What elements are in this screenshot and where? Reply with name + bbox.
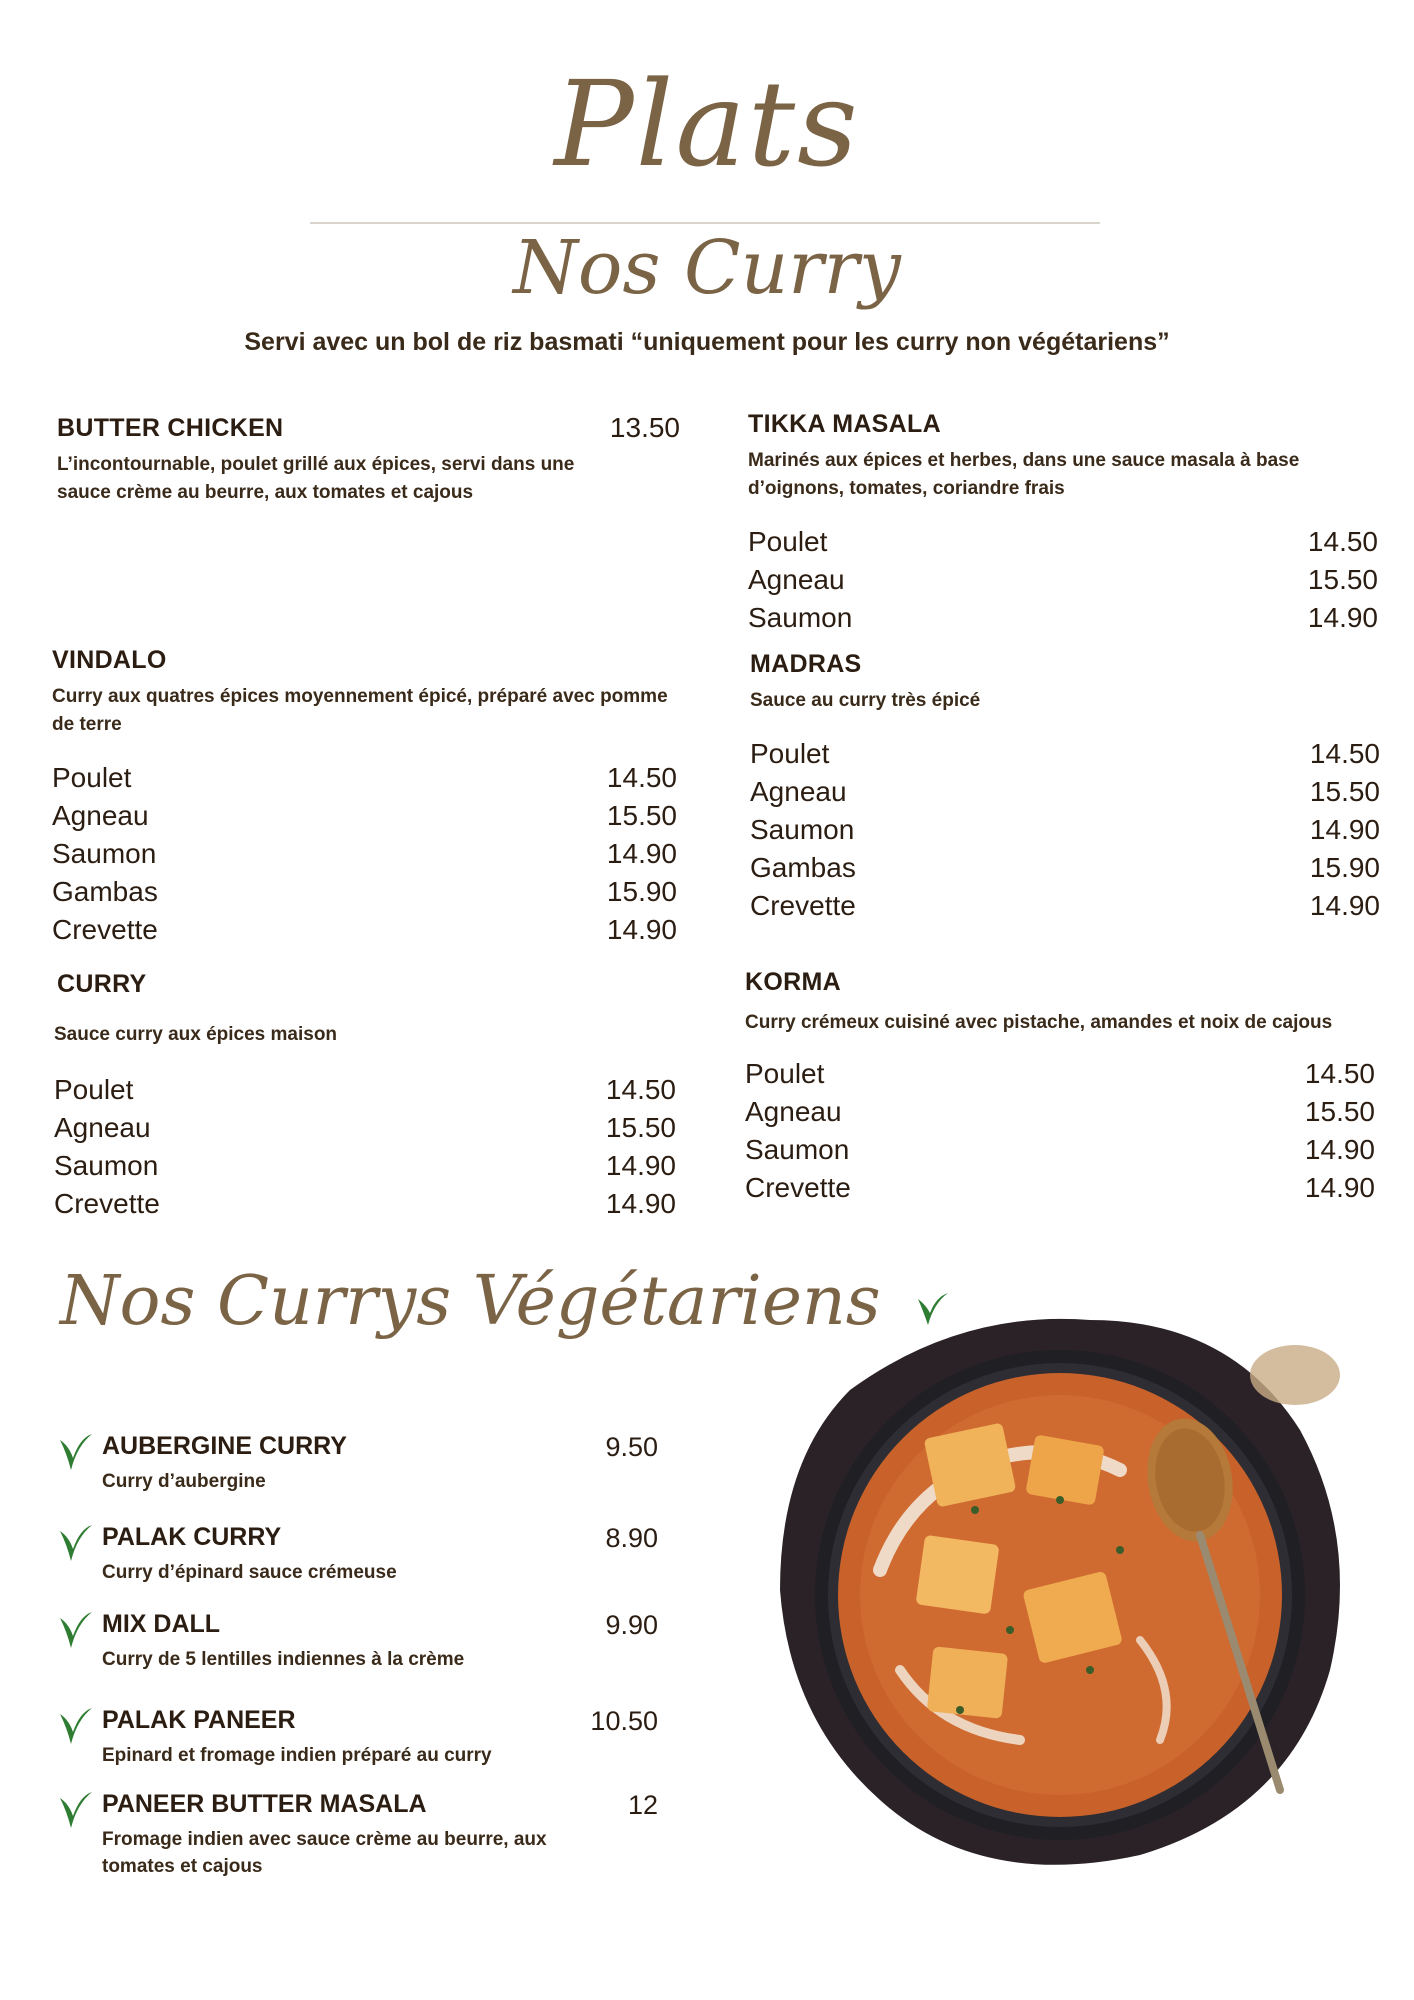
price-row bbox=[52, 835, 677, 873]
item-description: Curry aux quatres épices moyennement épicé, préparé avec pomme de terre bbox=[52, 686, 668, 735]
row-label: Agneau bbox=[52, 800, 149, 831]
item-name: TIKKA MASALA bbox=[748, 410, 941, 438]
row-price: 15.90 bbox=[1309, 852, 1380, 883]
menu-item-curry bbox=[54, 970, 676, 1223]
menu-item-vindalo bbox=[52, 646, 677, 949]
row-label: Poulet bbox=[750, 738, 830, 769]
row-price: 14.90 bbox=[606, 838, 677, 869]
veg-item-price: 9.90 bbox=[605, 1610, 658, 1640]
veg-item bbox=[58, 1790, 658, 1877]
item-description: Sauce au curry très épicé bbox=[750, 690, 981, 711]
page-title: Plats bbox=[554, 55, 860, 193]
veg-item-description: Epinard et fromage indien préparé au curry bbox=[102, 1745, 492, 1766]
veg-item-price: 8.90 bbox=[605, 1523, 658, 1553]
veg-item-description: Curry d’épinard sauce crémeuse bbox=[102, 1562, 397, 1583]
veg-leaf-icon bbox=[58, 1523, 94, 1568]
veg-item-name: MIX DALL bbox=[102, 1610, 221, 1638]
menu-item-madras bbox=[750, 650, 1380, 925]
price-row bbox=[54, 1109, 676, 1147]
header-divider bbox=[310, 222, 1100, 224]
section-title-curry: Nos Curry bbox=[513, 225, 901, 311]
price-row bbox=[750, 811, 1380, 849]
price-row bbox=[750, 887, 1380, 925]
price-row bbox=[748, 523, 1378, 561]
row-price: 15.50 bbox=[606, 800, 677, 831]
price-row bbox=[52, 759, 677, 797]
price-row bbox=[54, 1185, 676, 1223]
veg-leaf-icon bbox=[58, 1610, 94, 1655]
row-price: 14.50 bbox=[1309, 738, 1380, 769]
veg-item bbox=[58, 1523, 658, 1583]
item-name: BUTTER CHICKEN bbox=[57, 414, 284, 442]
rice-note: Servi avec un bol de riz basmati “uniquement pour les curry non végétariens” bbox=[244, 328, 1170, 356]
row-label: Crevette bbox=[54, 1188, 160, 1219]
row-price: 15.50 bbox=[1309, 776, 1380, 807]
veg-item-name: AUBERGINE CURRY bbox=[102, 1432, 347, 1460]
veg-item-description: Fromage indien avec sauce crème au beurre, aux tomates et cajous bbox=[102, 1829, 547, 1877]
veg-item-description: Curry de 5 lentilles indiennes à la crème bbox=[102, 1649, 465, 1670]
price-row bbox=[52, 911, 677, 949]
price-row bbox=[748, 599, 1378, 637]
veg-leaf-icon bbox=[58, 1706, 94, 1751]
row-label: Poulet bbox=[52, 762, 132, 793]
price-row bbox=[54, 1071, 676, 1109]
row-price: 15.50 bbox=[1304, 1096, 1375, 1127]
veg-leaf-icon bbox=[58, 1790, 94, 1835]
price-row bbox=[745, 1055, 1375, 1093]
price-row bbox=[748, 561, 1378, 599]
price-list bbox=[748, 523, 1378, 637]
veg-item-price: 9.50 bbox=[605, 1432, 658, 1462]
row-label: Saumon bbox=[54, 1150, 159, 1181]
veg-item-name: PALAK PANEER bbox=[102, 1706, 296, 1734]
item-description: Marinés aux épices et herbes, dans une sauce masala à base d’oignons, tomates, coriandre frais bbox=[748, 450, 1300, 499]
row-price: 15.50 bbox=[605, 1112, 676, 1143]
row-label: Saumon bbox=[745, 1134, 850, 1165]
row-price: 14.90 bbox=[1307, 602, 1378, 633]
row-price: 14.50 bbox=[606, 762, 677, 793]
row-label: Saumon bbox=[748, 602, 853, 633]
menu-item-tikka-masala bbox=[748, 410, 1378, 637]
item-description: Curry crémeux cuisiné avec pistache, amandes et noix de cajous bbox=[745, 1012, 1333, 1033]
row-price: 14.90 bbox=[1309, 890, 1380, 921]
veg-item bbox=[58, 1610, 658, 1670]
item-description: Sauce curry aux épices maison bbox=[54, 1024, 338, 1045]
item-price: 13.50 bbox=[609, 412, 680, 443]
row-price: 14.50 bbox=[1307, 526, 1378, 557]
row-label: Poulet bbox=[745, 1058, 825, 1089]
row-label: Poulet bbox=[54, 1074, 134, 1105]
row-label: Agneau bbox=[748, 564, 845, 595]
price-row bbox=[745, 1169, 1375, 1207]
veg-leaf-icon bbox=[58, 1432, 94, 1477]
price-list bbox=[52, 759, 677, 949]
row-label: Agneau bbox=[745, 1096, 842, 1127]
item-name: CURRY bbox=[57, 970, 147, 998]
row-price: 14.50 bbox=[1304, 1058, 1375, 1089]
veg-item-name: PANEER BUTTER MASALA bbox=[102, 1790, 427, 1818]
price-row bbox=[745, 1131, 1375, 1169]
price-row bbox=[54, 1147, 676, 1185]
row-label: Agneau bbox=[750, 776, 847, 807]
row-price: 14.90 bbox=[1304, 1134, 1375, 1165]
row-price: 15.90 bbox=[606, 876, 677, 907]
veg-item-description: Curry d’aubergine bbox=[102, 1471, 266, 1492]
price-row bbox=[745, 1093, 1375, 1131]
section-title-text: Nos Currys Végétariens bbox=[60, 1262, 881, 1341]
price-row bbox=[750, 773, 1380, 811]
veg-item-name: PALAK CURRY bbox=[102, 1523, 282, 1551]
item-name: VINDALO bbox=[52, 646, 167, 674]
veg-item-price: 12 bbox=[627, 1790, 658, 1820]
item-name: MADRAS bbox=[750, 650, 862, 678]
row-label: Gambas bbox=[750, 852, 856, 883]
paneer-curry-photo bbox=[760, 1310, 1360, 1870]
row-price: 14.90 bbox=[605, 1150, 676, 1181]
row-price: 14.50 bbox=[605, 1074, 676, 1105]
price-row bbox=[52, 873, 677, 911]
row-price: 15.50 bbox=[1307, 564, 1378, 595]
price-list bbox=[750, 735, 1380, 925]
row-label: Gambas bbox=[52, 876, 158, 907]
row-label: Saumon bbox=[750, 814, 855, 845]
row-label: Agneau bbox=[54, 1112, 151, 1143]
row-price: 14.90 bbox=[1309, 814, 1380, 845]
row-label: Crevette bbox=[52, 914, 158, 945]
price-list bbox=[745, 1055, 1375, 1207]
row-label: Crevette bbox=[745, 1172, 851, 1203]
menu-item-butter-chicken bbox=[57, 414, 682, 507]
menu-item-korma bbox=[745, 968, 1375, 1207]
row-price: 14.90 bbox=[1304, 1172, 1375, 1203]
item-description: L’incontournable, poulet grillé aux épices, servi dans une sauce crème au beurre, aux tomates et cajous bbox=[57, 454, 575, 503]
veg-item bbox=[58, 1706, 658, 1766]
price-row bbox=[750, 849, 1380, 887]
row-label: Saumon bbox=[52, 838, 157, 869]
price-row bbox=[750, 735, 1380, 773]
price-list bbox=[54, 1071, 676, 1223]
row-price: 14.90 bbox=[606, 914, 677, 945]
price-row bbox=[52, 797, 677, 835]
veg-item bbox=[58, 1432, 658, 1492]
row-label: Crevette bbox=[750, 890, 856, 921]
row-price: 14.90 bbox=[605, 1188, 676, 1219]
item-name: KORMA bbox=[745, 968, 841, 996]
row-label: Poulet bbox=[748, 526, 828, 557]
veg-item-price: 10.50 bbox=[590, 1706, 658, 1736]
